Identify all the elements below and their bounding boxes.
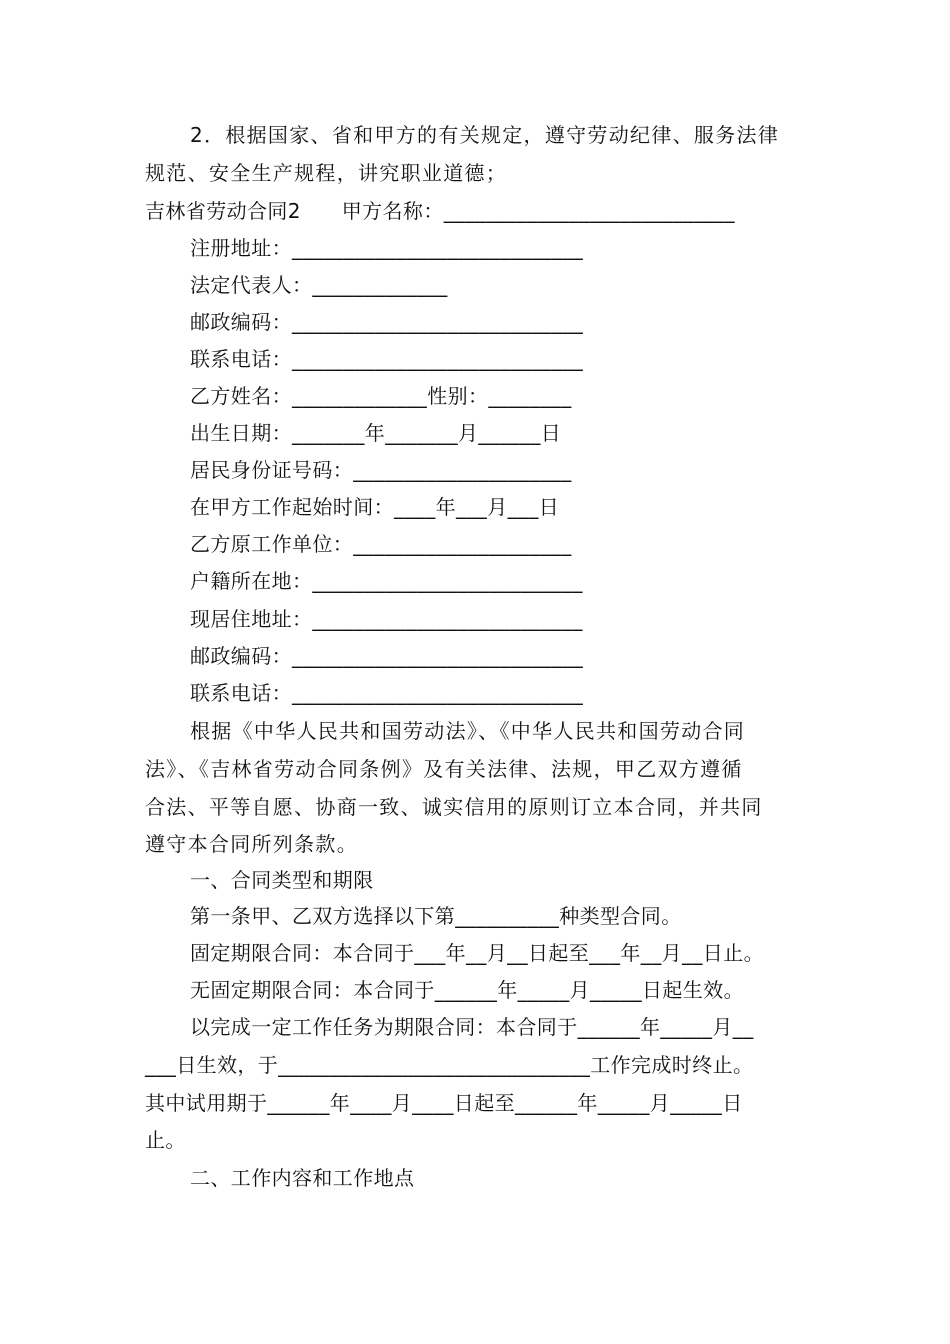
form-line-current-address: 现居住地址：__________________________ — [190, 607, 583, 631]
section-heading: 二、工作内容和工作地点 — [190, 1166, 415, 1190]
form-line-party-a-name: 吉林省劳动合同2 甲方名称：____________________________ — [145, 199, 735, 223]
form-line-id-number: 居民身份证号码：_____________________ — [190, 458, 572, 482]
paragraph-line: ___日生效，于______________________________工作完成时终止。 — [145, 1053, 754, 1077]
paragraph-line: 无固定期限合同：本合同于______年_____月_____日起生效。 — [190, 978, 744, 1002]
paragraph-line: 规范、安全生产规程，讲究职业道德； — [145, 161, 508, 185]
paragraph-line: 遵守本合同所列条款。 — [145, 832, 358, 856]
form-line-registered-address: 注册地址：____________________________ — [190, 236, 584, 260]
form-line-start-time: 在甲方工作起始时间：____年___月___日 — [190, 495, 560, 519]
paragraph-line: 固定期限合同：本合同于___年__月__日起至___年__月__日止。 — [190, 941, 764, 965]
paragraph-line: 止。 — [145, 1128, 186, 1152]
section-heading: 一、合同类型和期限 — [190, 868, 374, 892]
form-line-household-registration: 户籍所在地：__________________________ — [190, 569, 583, 593]
paragraph-line: 以完成一定工作任务为期限合同：本合同于______年_____月__ — [190, 1015, 754, 1039]
paragraph-line: 其中试用期于______年____月____日起至______年_____月_____日 — [145, 1091, 743, 1115]
form-line-former-employer: 乙方原工作单位：_____________________ — [190, 532, 572, 556]
form-line-phone: 联系电话：____________________________ — [190, 347, 584, 371]
paragraph-line: 合法、平等自愿、协商一致、诚实信用的原则订立本合同，并共同 — [145, 795, 763, 819]
form-line-birth-date: 出生日期：_______年_______月______日 — [190, 421, 562, 445]
paragraph-line: 根据《中华人民共和国劳动法》、《中华人民共和国劳动合同 — [190, 719, 746, 743]
form-line-legal-representative: 法定代表人：_____________ — [190, 273, 448, 297]
form-line-postal-code-b: 邮政编码：____________________________ — [190, 644, 584, 668]
paragraph-line: 法》、《吉林省劳动合同条例》及有关法律、法规，甲乙双方遵循 — [145, 757, 743, 781]
paragraph-line: 第一条甲、乙双方选择以下第__________种类型合同。 — [190, 904, 682, 928]
form-line-phone-b: 联系电话：____________________________ — [190, 681, 584, 705]
form-line-postal-code: 邮政编码：____________________________ — [190, 310, 584, 334]
paragraph-line: 2．根据国家、省和甲方的有关规定，遵守劳动纪律、服务法律 — [190, 123, 780, 147]
form-line-party-b-name-gender: 乙方姓名：_____________性别：________ — [190, 384, 572, 408]
